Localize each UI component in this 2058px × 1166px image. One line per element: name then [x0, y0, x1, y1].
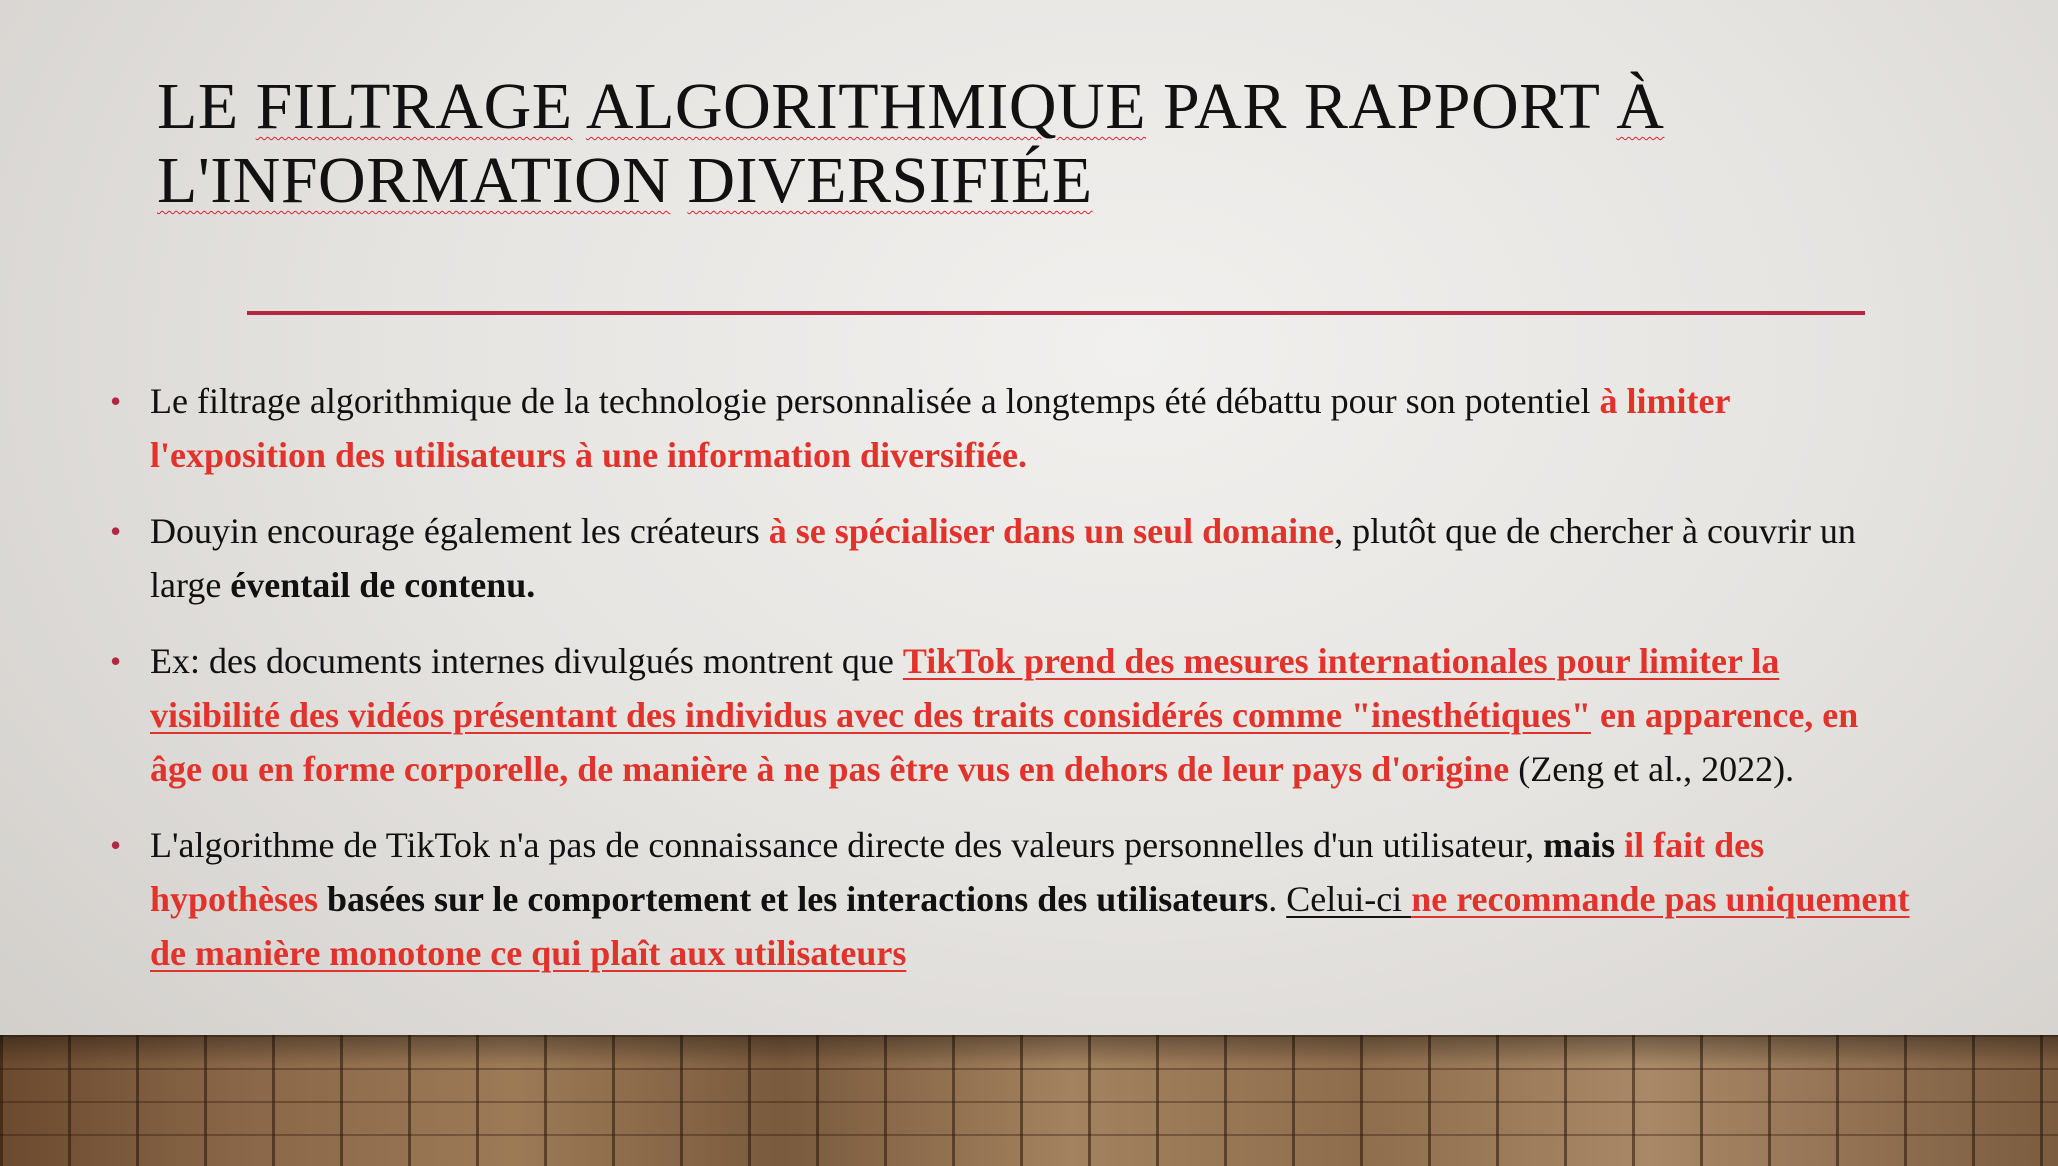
- bullet-item-3: [110, 634, 1910, 796]
- bullet-icon: •: [110, 827, 122, 863]
- bullet-highlight: il fait des hypothèses: [150, 825, 1765, 919]
- bullet-text: Douyin encourage également les créateurs: [150, 511, 769, 551]
- bullet-highlight: à se spécialiser dans un seul domaine: [768, 511, 1335, 551]
- title-word: À: [1616, 70, 1665, 143]
- bullet-item-4: [110, 818, 1910, 980]
- bullet-item-1: [110, 374, 1910, 482]
- bullet-icon: •: [110, 643, 122, 679]
- bullet-underlined: Celui-ci: [1286, 879, 1412, 919]
- floor-shadow: [0, 1035, 2058, 1065]
- title-space: [573, 70, 586, 143]
- title-space: [670, 144, 687, 217]
- bullet-bold: mais: [1543, 825, 1616, 865]
- title-word: PAR RAPPORT: [1146, 70, 1617, 143]
- title-word: L'INFORMATION: [157, 144, 671, 217]
- bullet-highlight: à limiter l'exposition des utilisateurs à une information diversifiée.: [150, 381, 1730, 475]
- title-line-2: [157, 144, 1857, 218]
- title-line-1: [157, 70, 1857, 144]
- bullet-text: .: [1268, 879, 1287, 919]
- bullet-highlight: en apparence, en âge ou en forme corporelle, de manière à ne pas être vus en dehors de leur pays d'origine: [150, 695, 1859, 789]
- bullet-highlight-underlined: TikTok prend des mesures internationales pour limiter la visibilité des vidéos présentant des individus avec des traits considérés comme "inesthétiques": [150, 641, 1780, 735]
- bullet-text: Le filtrage algorithmique de la technologie personnalisée a longtemps été débattu pour son potentiel: [150, 381, 1600, 421]
- citation: (Zeng et al., 2022).: [1509, 749, 1795, 789]
- bullet-item-2: [110, 504, 1910, 612]
- title-word: LE: [157, 70, 256, 143]
- title-word: ALGORITHMIQUE: [585, 70, 1147, 143]
- bullet-text: Ex: des documents internes divulgués montrent que: [150, 641, 903, 681]
- title-word: FILTRAGE: [255, 70, 573, 143]
- slide-title: [157, 70, 1857, 218]
- bullet-list: [110, 374, 1910, 1002]
- bullet-text: L'algorithme de TikTok n'a pas de connaissance directe des valeurs personnelles d'un utilisateur,: [150, 825, 1544, 865]
- title-divider: [247, 311, 1865, 315]
- bullet-icon: •: [110, 513, 122, 549]
- bullet-highlight-underlined: ne recommande pas uniquement de manière monotone ce qui plaît aux utilisateurs: [150, 879, 1910, 973]
- bullet-icon: •: [110, 383, 122, 419]
- bullet-bold: éventail de contenu.: [230, 565, 536, 605]
- title-word: DIVERSIFIÉE: [687, 144, 1093, 217]
- bullet-bold: basées sur le comportement et les interactions des utilisateurs: [318, 879, 1269, 919]
- bullet-text: , plutôt que de chercher à couvrir un large: [150, 511, 1856, 605]
